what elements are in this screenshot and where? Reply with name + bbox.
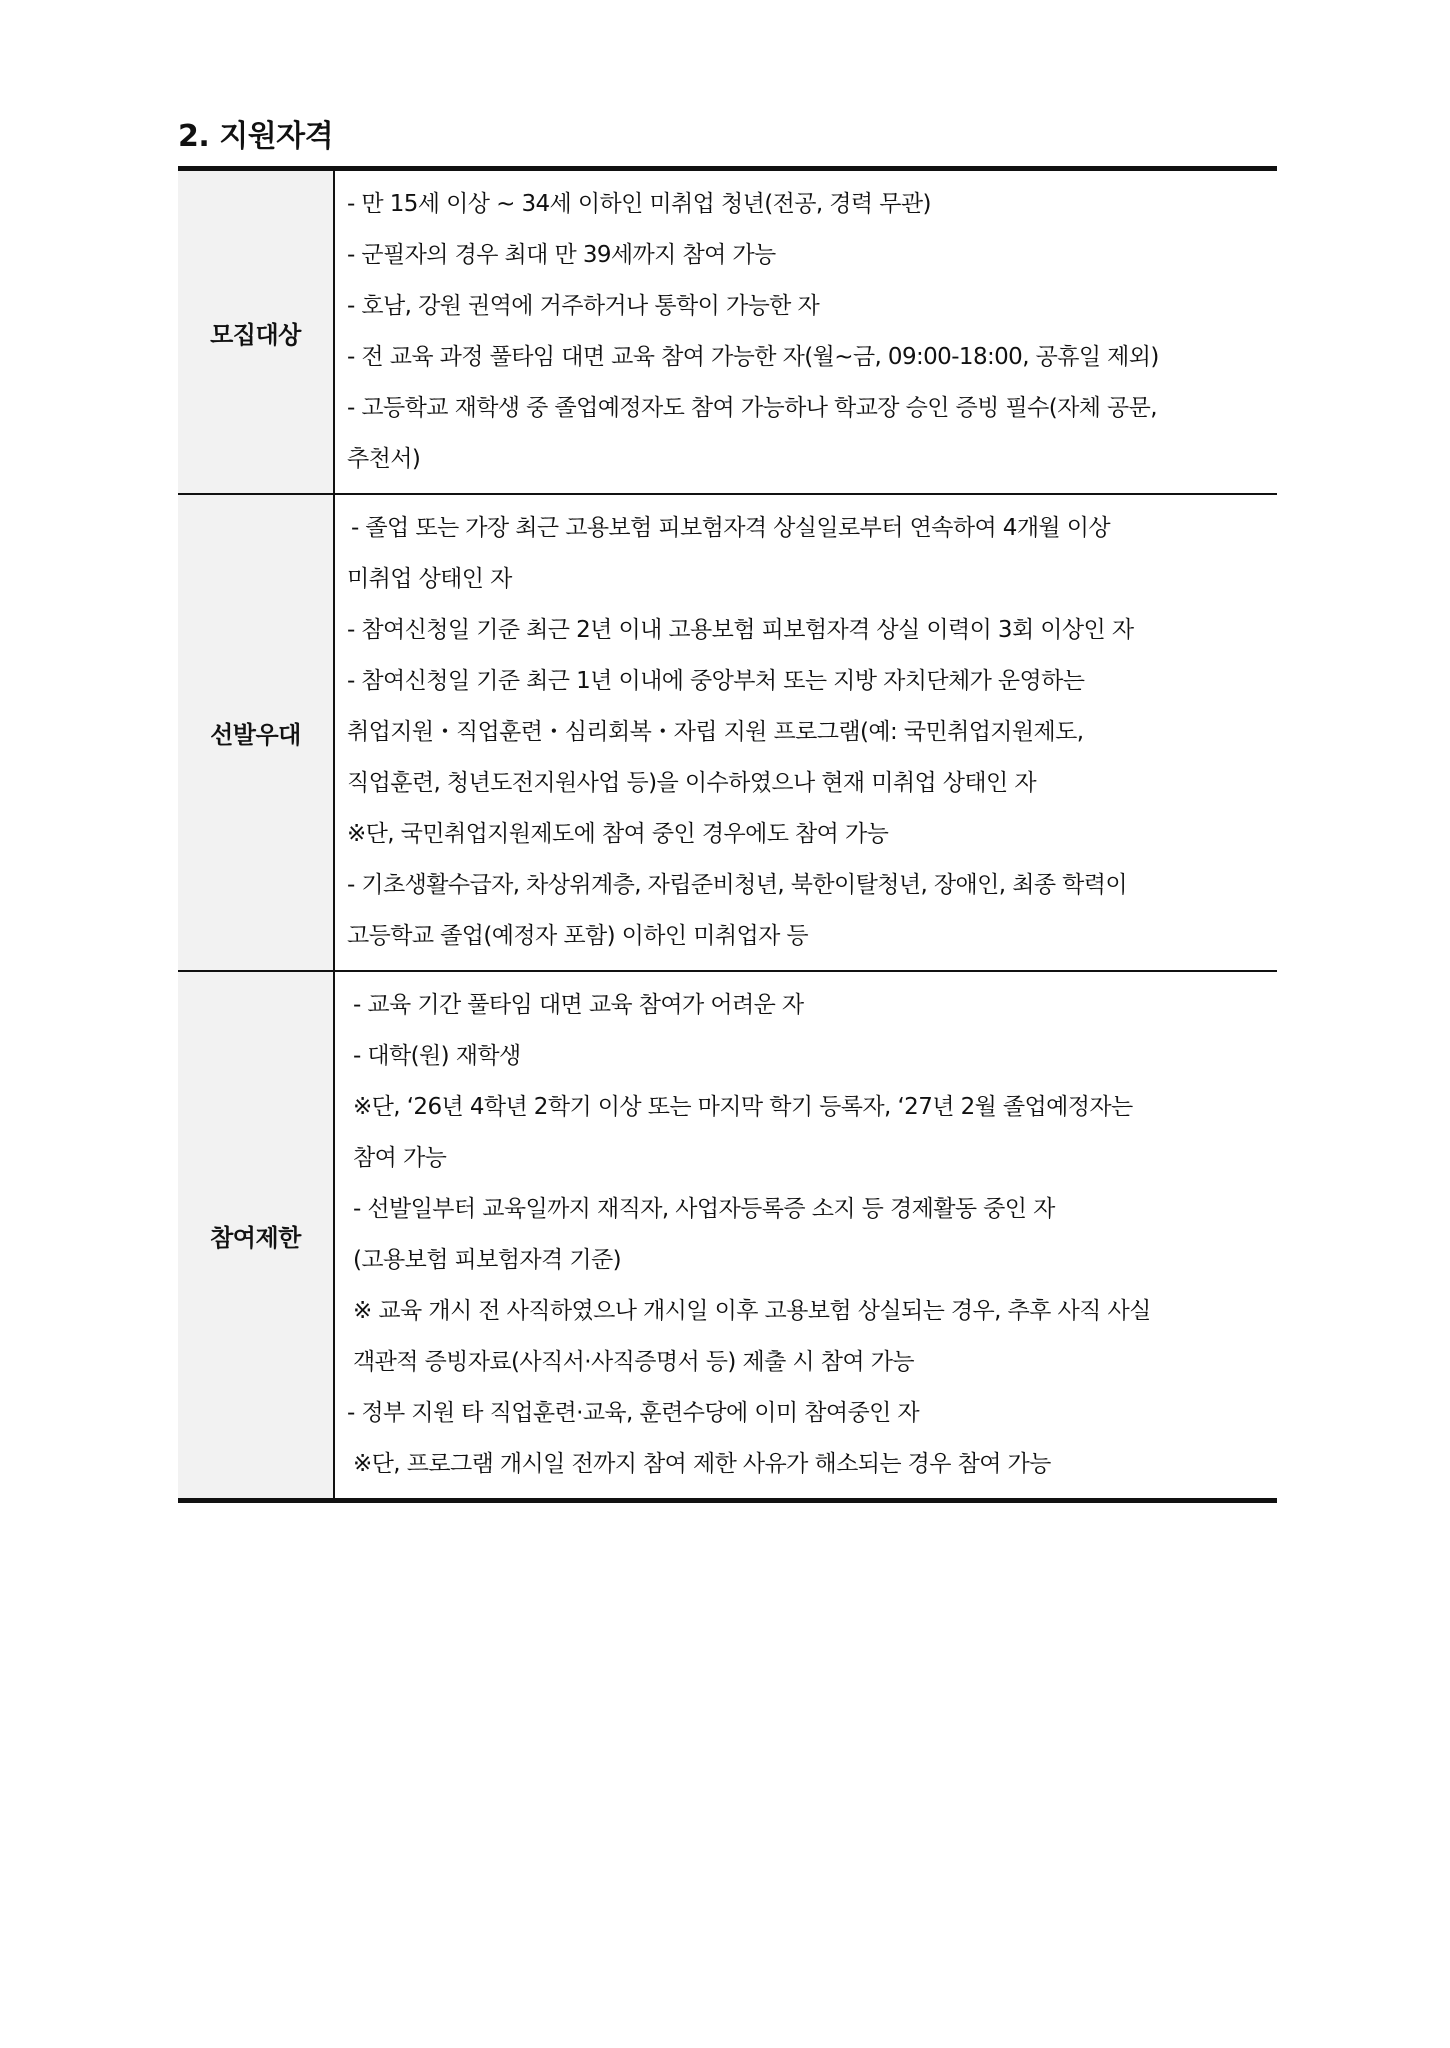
content-line: - 교육 기간 풀타임 대면 교육 참여가 어려운 자 [353,992,804,1018]
table-row-restriction [178,971,1277,1501]
content-line: - 전 교육 과정 풀타임 대면 교육 참여 가능한 자(월~금, 09:00-18:00, 공휴일 제외) [347,344,1159,370]
row-content-preference [334,494,1277,971]
content-line: ※단, ‘26년 4학년 2학기 이상 또는 마지막 학기 등록자, ‘27년 2월 졸업예정자는 [353,1094,1133,1120]
content-line: - 호남, 강원 권역에 거주하거나 통학이 가능한 자 [347,293,820,319]
row-label-preference: 선발우대 [178,494,334,971]
content-line: - 참여신청일 기준 최근 2년 이내 고용보험 피보험자격 상실 이력이 3회 이상인 자 [347,617,1134,643]
section-title: 2. 지원자격 [178,119,334,154]
content-line: 고등학교 졸업(예정자 포함) 이하인 미취업자 등 [347,923,809,949]
content-line: - 정부 지원 타 직업훈련·교육, 훈련수당에 이미 참여중인 자 [347,1400,920,1426]
eligibility-table [178,166,1277,1503]
table-row-recruit-target [178,169,1277,495]
content-line: - 기초생활수급자, 차상위계층, 자립준비청년, 북한이탈청년, 장애인, 최종 학력이 [347,872,1128,898]
content-line: (고용보험 피보험자격 기준) [353,1247,621,1273]
row-label-recruit-target: 모집대상 [178,169,334,495]
content-line: - 참여신청일 기준 최근 1년 이내에 중앙부처 또는 지방 자치단체가 운영하는 [347,668,1085,694]
content-line: - 졸업 또는 가장 최근 고용보험 피보험자격 상실일로부터 연속하여 4개월 이상 [351,515,1111,541]
content-line: ※단, 프로그램 개시일 전까지 참여 제한 사유가 해소되는 경우 참여 가능 [353,1451,1051,1477]
content-line: 객관적 증빙자료(사직서·사직증명서 등) 제출 시 참여 가능 [353,1349,914,1375]
content-line: - 선발일부터 교육일까지 재직자, 사업자등록증 소지 등 경제활동 중인 자 [353,1196,1055,1222]
content-line: ※ 교육 개시 전 사직하였으나 개시일 이후 고용보험 상실되는 경우, 추후 사직 사실 [353,1298,1151,1324]
content-line: 미취업 상태인 자 [347,566,512,592]
content-line: - 군필자의 경우 최대 만 39세까지 참여 가능 [347,242,776,268]
row-label-restriction: 참여제한 [178,971,334,1501]
content-line: - 고등학교 재학생 중 졸업예정자도 참여 가능하나 학교장 승인 증빙 필수(자체 공문, [347,395,1157,421]
content-line: 취업지원・직업훈련・심리회복・자립 지원 프로그램(예: 국민취업지원제도, [347,719,1084,745]
content-line: - 만 15세 이상 ~ 34세 이하인 미취업 청년(전공, 경력 무관) [347,191,931,217]
content-line: 직업훈련, 청년도전지원사업 등)을 이수하였으나 현재 미취업 상태인 자 [347,770,1036,796]
content-line: 참여 가능 [353,1145,447,1171]
row-content-restriction [334,971,1277,1501]
content-line: 추천서) [347,446,421,472]
content-line: - 대학(원) 재학생 [353,1043,521,1069]
table-row-preference [178,494,1277,971]
row-content-recruit-target [334,169,1277,495]
content-line: ※단, 국민취업지원제도에 참여 중인 경우에도 참여 가능 [347,821,889,847]
